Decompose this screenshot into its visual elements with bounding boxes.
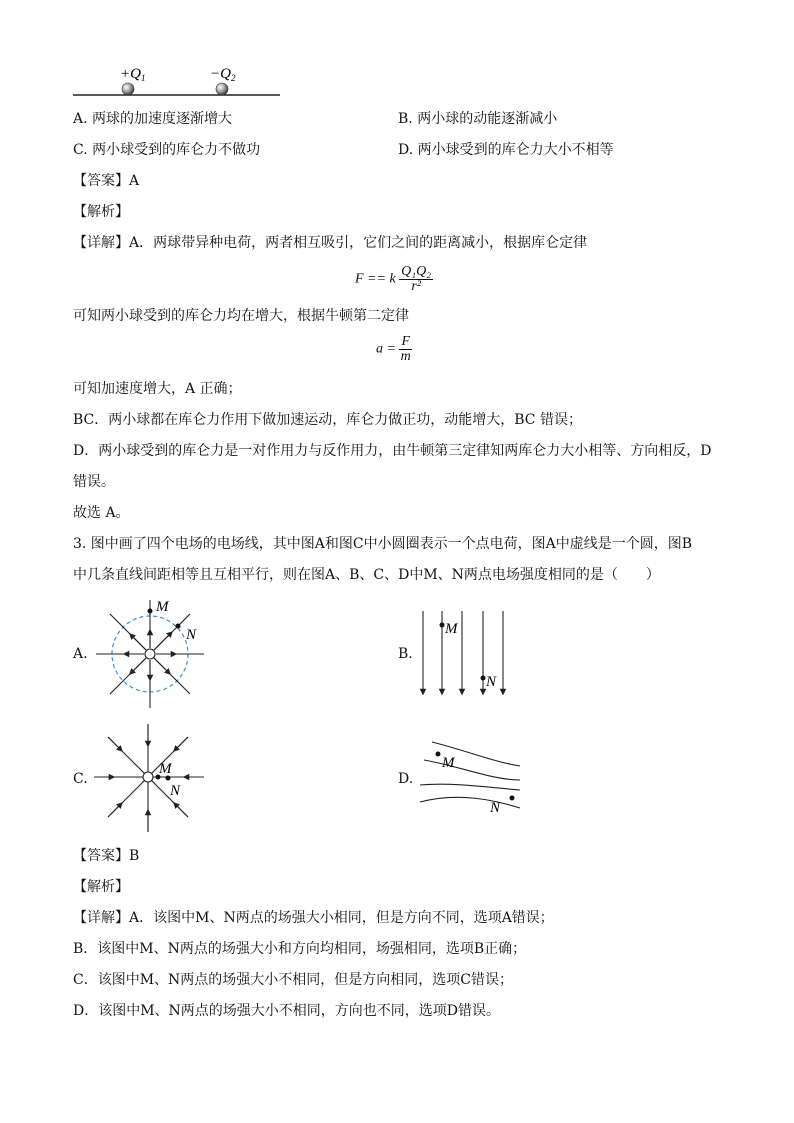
q2-detail-2: 可知两小球受到的库仑力均在增大，根据牛顿第二定律 <box>73 308 409 324</box>
figure-d-curved-field <box>414 730 526 825</box>
point-n <box>176 624 181 629</box>
svg-text:N: N <box>170 783 181 799</box>
svg-text:M: M <box>159 761 172 777</box>
q2-detail-5: D．两小球受到的库仑力是一对作用力与反作用力，由牛顿第三定律知两库仑力大小相等、方向相反，D <box>73 443 712 459</box>
coulomb-formula: F == k $\frac{\text{Q₁Q₂}}{\text{r²}}$ <box>355 264 432 294</box>
q2-answer: 【答案】A <box>73 173 140 189</box>
q2-detail-4: BC．两小球都在库仑力作用下做加速运动，库仑力做正功，动能增大，BC 错误； <box>73 412 582 428</box>
svg-text:M: M <box>445 621 458 637</box>
q2-option-d: D. 两小球受到的库仑力大小不相等 <box>398 142 614 158</box>
q2-option-a: A. 两球的加速度逐渐增大 <box>73 111 233 127</box>
figure-a-radial-field <box>92 596 210 714</box>
q3-detail-b: B．该图中M、N两点的场强大小和方向均相同，场强相同，选项B正确； <box>73 941 527 957</box>
svg-text:N: N <box>486 674 497 690</box>
q2-option-c: C. 两小球受到的库仑力不做功 <box>73 142 261 158</box>
q3-detail-a: 【详解】A．该图中M、N两点的场强大小相同，但是方向不同，选项A错误； <box>73 910 554 926</box>
two-charges-figure <box>70 58 285 102</box>
q2-detail-3: 可知加速度增大，A 正确； <box>73 381 242 397</box>
q2-analysis-label: 【解析】 <box>73 204 129 220</box>
q3-stem-1: 3. 图中画了四个电场的电场线，其中图A和图C中小圆圈表示一个点电荷，图A中虚线是一个圆，图B <box>73 536 693 552</box>
q2-detail-6: 错误。 <box>73 474 115 490</box>
newton-formula: a = $\frac{F}{m}$ <box>376 334 411 364</box>
svg-text:M: M <box>442 755 455 771</box>
q3-answer: 【答案】B <box>73 848 140 864</box>
point-m <box>436 752 441 757</box>
figure-c-converging-field <box>92 720 210 836</box>
q2-detail-7: 故选 A。 <box>73 505 130 521</box>
figure-c-label: C. <box>73 771 88 787</box>
q2-detail-1: 【详解】A．两球带异种电荷，两者相互吸引，它们之间的距离减小，根据库仑定律 <box>73 235 588 251</box>
point-n <box>510 796 515 801</box>
ball-q2 <box>216 83 228 95</box>
q3-analysis-label: 【解析】 <box>73 879 129 895</box>
q3-detail-d: D．该图中M、N两点的场强大小不相同，方向也不同，选项D错误。 <box>73 1003 501 1019</box>
q2-label: $-Q_2$ <box>210 66 236 83</box>
q1-label: $+Q_1$ <box>120 66 146 83</box>
svg-text:N: N <box>186 627 197 643</box>
figure-b-label: B. <box>398 646 413 662</box>
svg-text:M: M <box>156 599 169 615</box>
svg-text:N: N <box>490 800 501 816</box>
point-m <box>148 609 153 614</box>
figure-a-label: A. <box>73 646 88 662</box>
figure-d-label: D. <box>398 771 414 787</box>
point-m <box>440 623 445 628</box>
ball-q1 <box>122 83 134 95</box>
point-n <box>481 676 486 681</box>
figure-b-uniform-field <box>414 608 514 698</box>
q2-option-b: B. 两小球的动能逐渐减小 <box>398 111 558 127</box>
q3-detail-c: C．该图中M、N两点的场强大小不相同，但是方向相同，选项C错误； <box>73 972 514 988</box>
q3-stem-2: 中几条直线间距相等且互相平行，则在图A、B、C、D中M、N两点电场强度相同的是（ ） <box>73 567 660 583</box>
